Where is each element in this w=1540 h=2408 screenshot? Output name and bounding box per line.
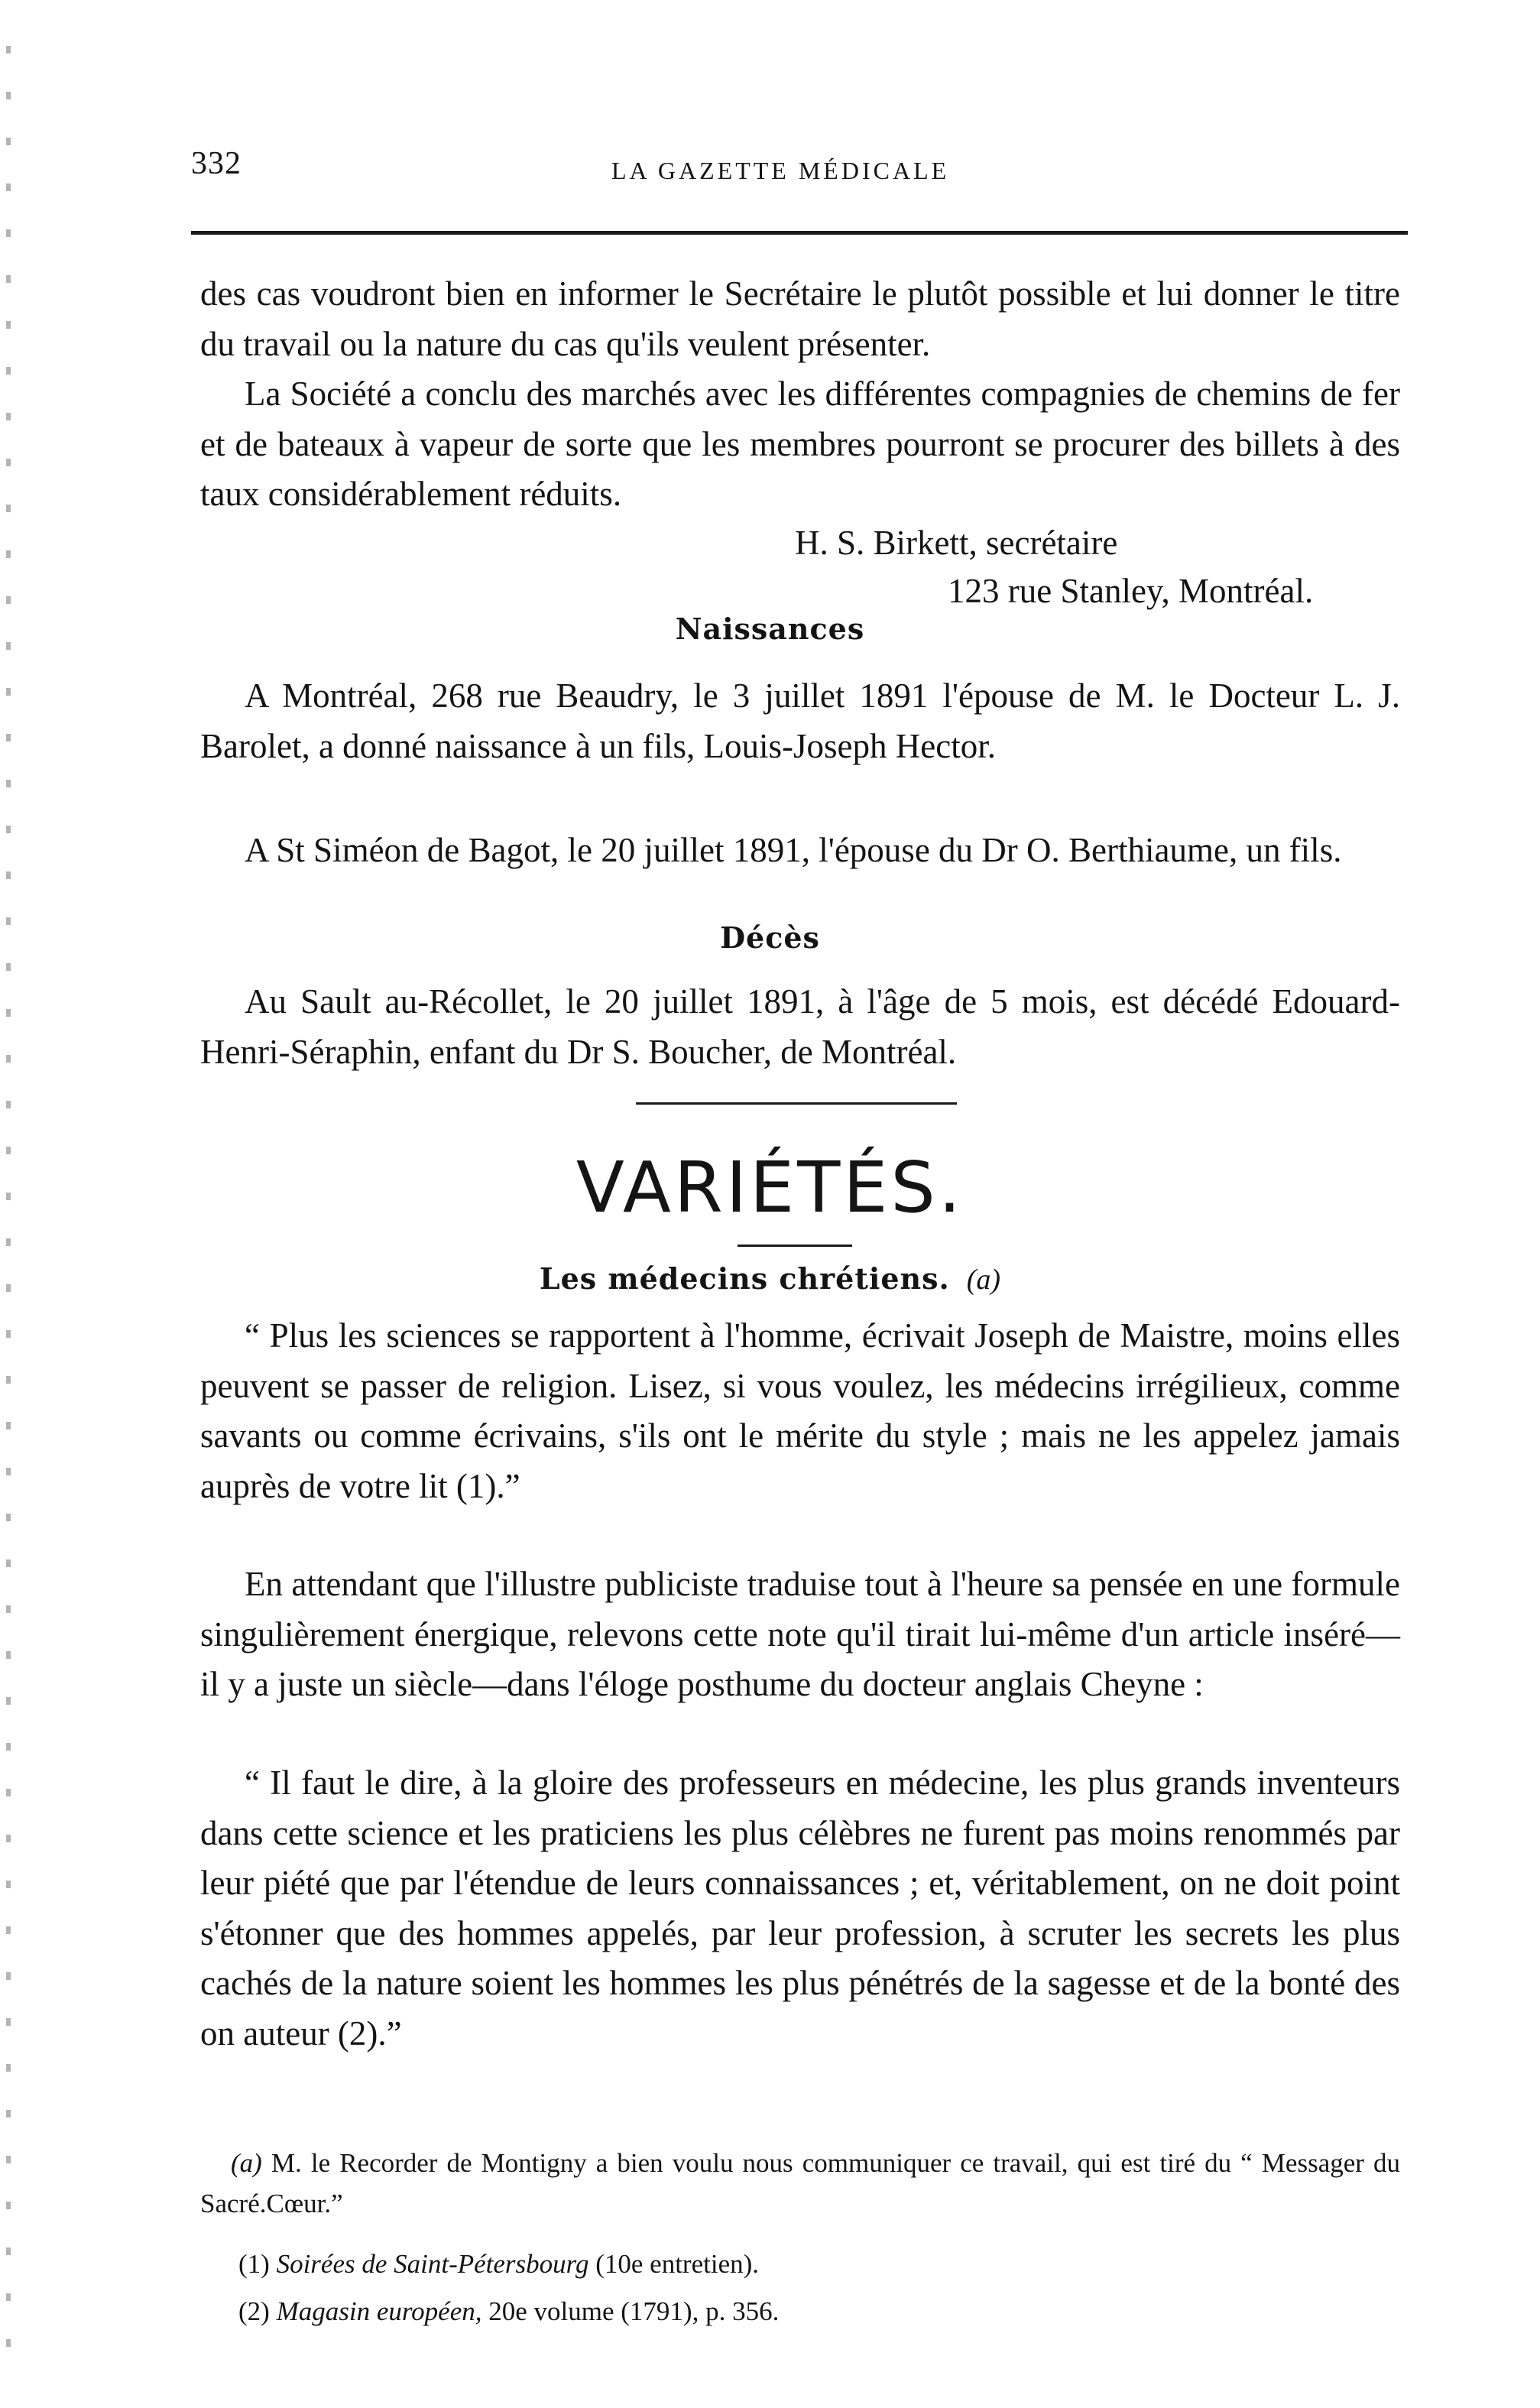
footnote-2-rest: 20e volume (1791), p. 356. bbox=[488, 2296, 780, 2326]
article-paragraph-2: En attendant que l'illustre publiciste traduise tout à l'heure sa pensée en une formule singulièrement énergique, relevons cette note qu'il tirait lui-même d'un article inséré—il y a juste un siècle—dans l'éloge posthume du docteur anglais Cheyne : bbox=[200, 1565, 1400, 1703]
section-separator-rule bbox=[636, 1102, 957, 1105]
footnote-a-marker: (a) bbox=[231, 2148, 262, 2178]
footnote-1-marker: (1) bbox=[238, 2249, 270, 2279]
intro-paragraph-1: des cas voudront bien en informer le Secrétaire le plutôt possible et lui donner le titre du travail ou la nature du cas qu'ils veulent présenter. bbox=[200, 274, 1400, 363]
header-rule bbox=[191, 231, 1408, 235]
intro-paragraph-2: La Société a conclu des marchés avec les différentes compagnies de chemins de fer et de bateaux à vapeur de sorte que les membres pourront se procurer des billets à des taux considérablement réduits. bbox=[200, 375, 1400, 513]
varietes-heading: VARIÉTÉS. bbox=[575, 1147, 965, 1228]
footnote-2-marker: (2) bbox=[238, 2296, 270, 2326]
deces-heading: Décès bbox=[720, 920, 820, 955]
naissances-entry-2: A St Siméon de Bagot, le 20 juillet 1891, l'épouse du Dr O. Berthiaume, un fils. bbox=[245, 831, 1342, 869]
footnote-1 bbox=[200, 2244, 1400, 2284]
footnote-2-title: Magasin européen, bbox=[276, 2296, 482, 2326]
varietes-underline bbox=[738, 1245, 852, 1247]
footnote-a bbox=[200, 2143, 1400, 2224]
footnote-1-title: Soirées de Saint-Pétersbourg bbox=[276, 2249, 589, 2279]
running-header-title: LA GAZETTE MÉDICALE bbox=[611, 157, 950, 184]
signature-address: 123 rue Stanley, Montréal. bbox=[948, 572, 1314, 610]
deces-entry-1: Au Sault au-Récollet, le 20 juillet 1891, à l'âge de 5 mois, est décédé Edouard-Henri-Séraphin, enfant du Dr S. Boucher, de Montréal. bbox=[200, 982, 1400, 1071]
signature-name: H. S. Birkett, secrétaire bbox=[795, 524, 1118, 562]
footnote-a-text: M. le Recorder de Montigny a bien voulu nous communiquer ce travail, qui est tiré du “ Messager du Sacré.Cœur.” bbox=[200, 2148, 1400, 2218]
footnote-2 bbox=[200, 2291, 1400, 2332]
article-paragraph-1: “ Plus les sciences se rapportent à l'homme, écrivait Joseph de Maistre, moins elles peuvent se passer de religion. Lisez, si vous voulez, les médecins irrégilieux, comme savants ou comme écrivains, s'ils ont le mérite du style ; mais ne les appelez jamais auprès de votre lit (1).” bbox=[200, 1316, 1400, 1505]
naissances-heading: Naissances bbox=[675, 612, 865, 646]
article-note-marker: (a) bbox=[966, 1264, 1001, 1296]
article-paragraph-3: “ Il faut le dire, à la gloire des professeurs en médecine, les plus grands inventeurs dans cette science et les praticiens les plus célèbres ne furent pas moins renommés par leur piété que par l'étendue de leurs connaissances ; et, véritablement, on ne doit point s'étonner que des hommes appelés, par leur profession, à scruter les secrets les plus cachés de la nature soient les hommes les plus pénétrés de la sagesse et de la bonté des on auteur (2).” bbox=[200, 1764, 1400, 2053]
article-title-text: Les médecins chrétiens. bbox=[539, 1261, 950, 1296]
naissances-entry-1: A Montréal, 268 rue Beaudry, le 3 juillet 1891 l'épouse de M. le Docteur L. J. Barolet, a donné naissance à un fils, Louis-Joseph Hector. bbox=[200, 677, 1400, 765]
footnote-1-rest: (10e entretien). bbox=[595, 2249, 760, 2279]
article-title bbox=[0, 1261, 1540, 1296]
page-number: 332 bbox=[191, 146, 242, 181]
